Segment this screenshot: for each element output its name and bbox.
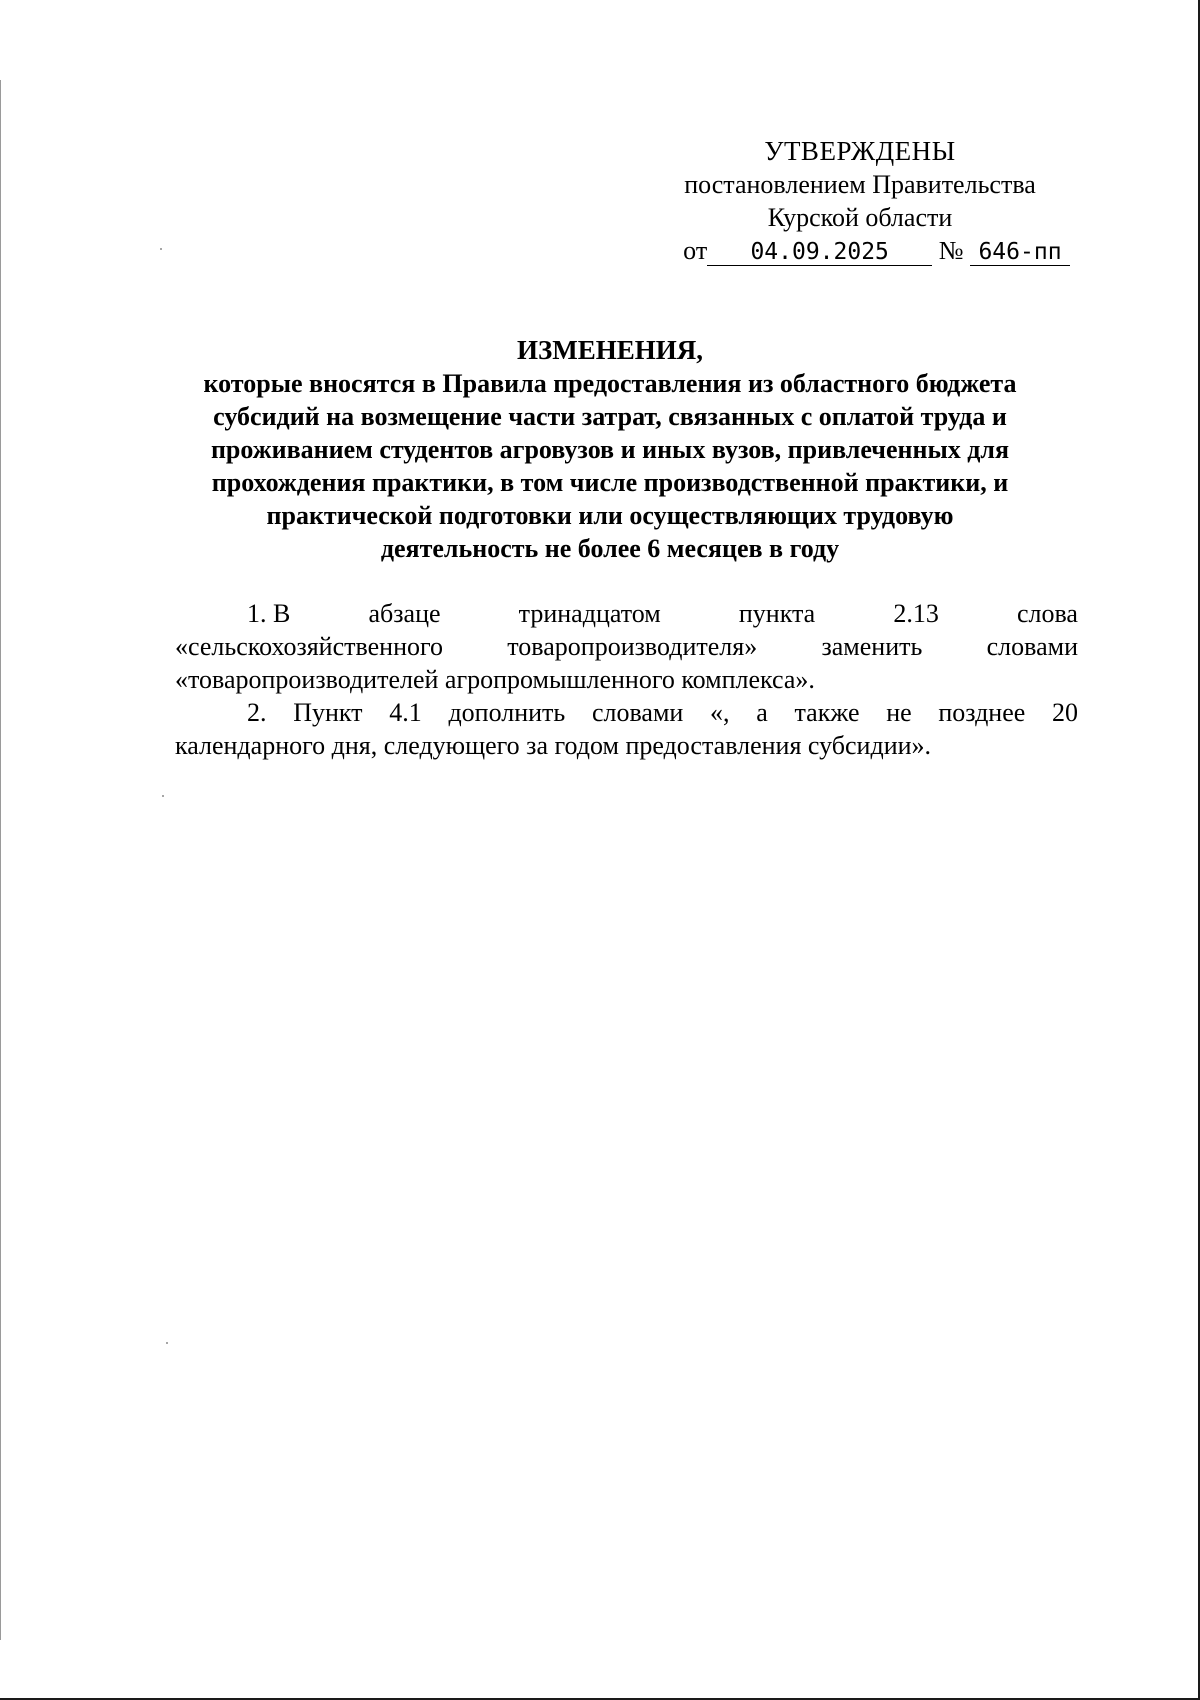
word: пункта xyxy=(738,599,816,628)
paragraph-1-line-3: «товаропроизводителей агропромышленного комплекса». xyxy=(175,665,815,694)
document-body xyxy=(175,597,1078,762)
title-line: субсидий на возмещение части затрат, связанных с оплатой труда и xyxy=(213,402,1007,431)
title-line: проживанием студентов агровузов и иных вузов, привлеченных для xyxy=(210,435,1010,464)
title-line: практической подготовки или осуществляющих трудовую xyxy=(266,501,954,530)
approval-heading: УТВЕРЖДЕНЫ xyxy=(764,136,956,166)
word: абзаце xyxy=(368,599,441,628)
word: словами xyxy=(986,632,1078,661)
word: тринадцатом xyxy=(518,599,661,628)
approval-line-2: Курской области xyxy=(767,203,953,232)
scan-edge-left xyxy=(0,80,1,1640)
scan-speck xyxy=(160,248,162,250)
word: 2.13 xyxy=(893,599,939,628)
paragraph-1-line-1 xyxy=(175,597,1078,630)
paragraph-1 xyxy=(175,597,1078,696)
date-prefix: от xyxy=(683,236,708,265)
scan-speck xyxy=(166,1342,168,1344)
approval-stamp xyxy=(640,135,1080,267)
word: «сельскохозяйственного xyxy=(175,632,443,661)
paragraph-2-line-1: 2. Пункт 4.1 дополнить словами «, а также не позднее 20 xyxy=(247,698,1078,727)
word: заменить xyxy=(821,632,923,661)
word: товаропроизводителя» xyxy=(507,632,758,661)
paragraph-1-line-2 xyxy=(175,630,1078,663)
approval-line-1: постановлением Правительства xyxy=(684,170,1036,199)
title-main: ИЗМЕНЕНИЯ, xyxy=(516,335,703,365)
paragraph-2 xyxy=(175,696,1078,762)
title-line: деятельность не более 6 месяцев в году xyxy=(380,534,840,563)
word: 1. В xyxy=(247,599,291,628)
document-title xyxy=(150,334,1070,565)
approval-number: 646-пп xyxy=(970,239,1070,266)
approval-date: 04.09.2025 xyxy=(707,239,932,266)
paragraph-2-line-2: календарного дня, следующего за годом предоставления субсидии». xyxy=(175,731,932,760)
approval-date-row xyxy=(640,234,1080,267)
word: слова xyxy=(1016,599,1078,628)
scan-speck xyxy=(162,795,164,797)
title-line: прохождения практики, в том числе производственной практики, и xyxy=(211,468,1009,497)
title-line: которые вносятся в Правила предоставления из областного бюджета xyxy=(203,369,1017,398)
number-prefix: № xyxy=(938,236,964,265)
